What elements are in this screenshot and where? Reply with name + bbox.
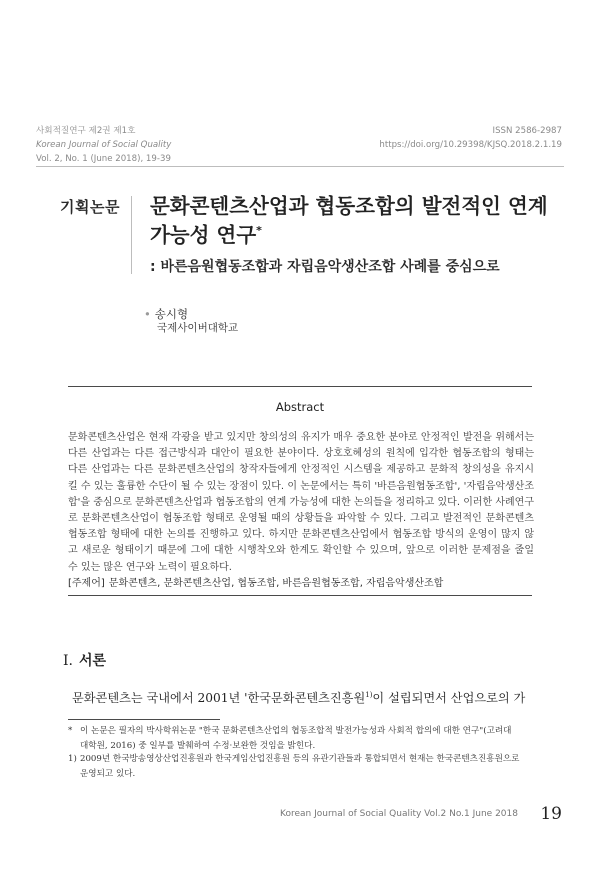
page-number: 19 [540, 804, 562, 824]
journal-volume: Vol. 2, No. 1 (June 2018), 19-39 [36, 154, 171, 164]
section-title: 서론 [78, 653, 107, 669]
footnote-ref-1[interactable]: 1) [365, 690, 373, 699]
abstract-body: 문화콘텐츠산업은 현재 각광을 받고 있지만 창의성의 유지가 매우 중요한 분야로 안정적인 발전을 위해서는 다른 산업과는 다른 접근방식과 대안이 필요한 분야이다. 상호호혜성의 원칙에 입각한 협동조합의 형태는 다른 산업과는 다른 문화콘텐츠산업의 창작자들에게 안정적인 시스템을 제공하고 문화적 창의성을 유지시킬 수 있는 훌륭한 수단이 될 수 있는 장점이 있다. 이 논문에서는 특히 '바른음원협동조합', '자립음악생산조합'을 중심으로 문화콘텐츠산업과 협동조합의 연계 가능성에 대한 논의들을 정리하고 있다. 이러한 사례연구로 문화콘텐츠산업이 협동조합 형태로 운영될 때의 상황들을 파악할 수 있다. 그리고 발전적인 문화콘텐츠 협동조합 형태에 대한 논의를 진행하고 있다. 하지만 문화콘텐츠산업에서 협동조합 방식의 운영이 많지 않고 새로운 형태이기 때문에 그에 대한 시행착오와 한계도 확인할 수 있으며, 앞으로 이러한 문제점을 줄일 수 있는 많은 연구와 노력이 필요하다. [68, 432, 534, 573]
abstract-heading: Abstract [275, 400, 325, 414]
footnote-1: 1) 2009년 한국방송영상산업진흥원과 한국게임산업진흥원 등의 유관기관들과 통합되면서 현재는 한국콘텐츠진흥원으로 운영되고 있다. [68, 754, 520, 779]
keywords [68, 574, 538, 589]
section-heading [63, 650, 106, 670]
doi-link[interactable]: https://doi.org/10.29398/KJSQ.2018.2.1.19 [379, 140, 562, 150]
running-header-left [36, 124, 171, 166]
title-line-2: 가능성 연구* [150, 223, 262, 247]
body-paragraph: 문화콘텐츠는 국내에서 2001년 '한국문화콘텐츠진흥원$^{1)}$이 설립되면서 산업으로의 가 [72, 690, 526, 705]
keywords-label: [주제어] [68, 578, 105, 589]
author-name: 송시형 [154, 307, 189, 321]
issn: ISSN 2586-2987 [492, 126, 562, 136]
footnote-mark: 1) [68, 754, 77, 764]
journal-korean-title: 사회적질연구 제2권 제1호 [36, 126, 136, 136]
title-line-1: 문화콘텐츠산업과 협동조합의 발전적인 연계 [150, 194, 548, 218]
section-number: Ⅰ. [63, 653, 73, 669]
article-title [150, 192, 550, 250]
article-category: 기획논문 [60, 198, 120, 216]
author-affiliation: 국제사이버대학교 [157, 322, 239, 334]
author-bullet-icon: • [144, 307, 151, 321]
article-subtitle: : 바른음원협동조합과 자립음악생산조합 사례를 중심으로 [150, 259, 500, 275]
title-footnote-mark[interactable]: * [256, 224, 262, 238]
title-vertical-divider [131, 196, 132, 274]
footnote-rule [68, 719, 220, 720]
keywords-list: 문화콘텐츠, 문화콘텐츠산업, 협동조합, 바른음원협동조합, 자립음악생산조합 [108, 578, 444, 589]
page-footer-journal: Korean Journal of Social Quality Vol.2 No.1 June 2018 [280, 809, 518, 819]
header-divider [36, 166, 564, 167]
running-header-right [379, 124, 562, 152]
abstract-top-rule [68, 386, 532, 387]
footnote-mark: * [68, 726, 73, 736]
abstract-bottom-rule [68, 595, 532, 596]
journal-english-title: Korean Journal of Social Quality [36, 140, 172, 150]
footnote-title: * 이 논문은 필자의 박사학위논문 "한국 문화콘텐츠산업의 협동조합적 발전가능성과 사회적 합의에 대한 연구"(고려대 대학원, 2016) 중 일부를 발췌하여 수정·보완한 것임을 밝힌다. [68, 726, 512, 751]
